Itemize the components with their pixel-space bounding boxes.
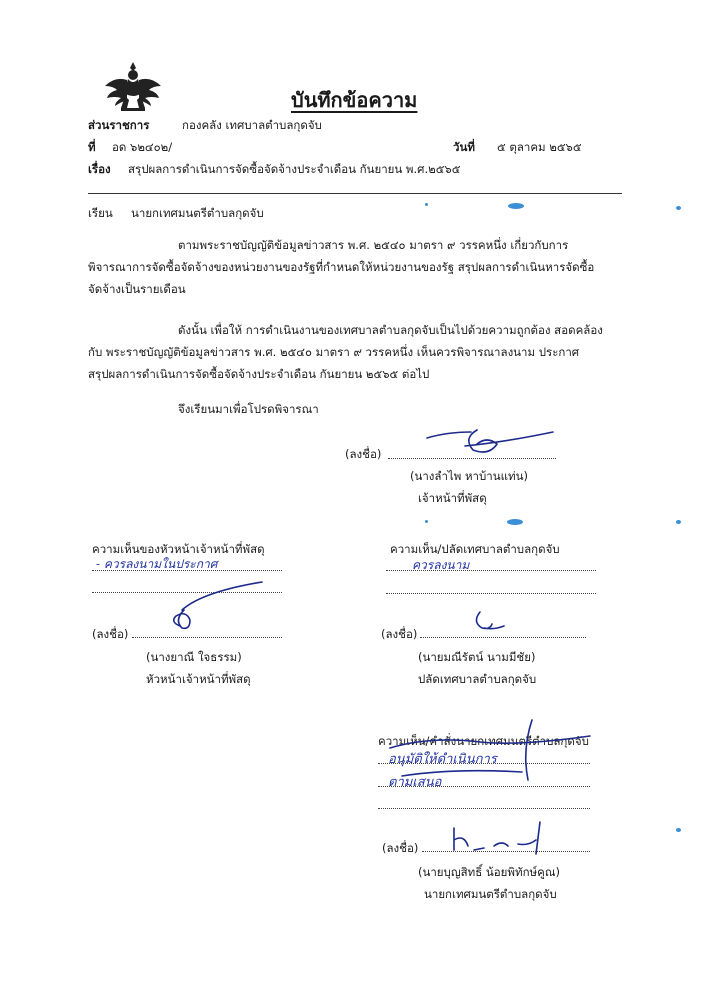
officer-title: เจ้าหน้าที่พัสดุ [418,491,487,505]
subject-value: สรุปผลการดำเนินการจัดซื้อจัดจ้างประจำเดือน กันยายน พ.ศ.๒๕๖๕ [128,162,461,176]
deputy-opinion-line-2 [386,593,596,594]
mayor-opinion-line-3 [378,808,590,809]
reference-value: อด ๖๒๔๐๒/ [112,140,173,154]
mayor-title: นายกเทศมนตรีตำบลกุดจับ [424,887,557,901]
head-name: (นางยาณี ใจธรรม) [146,650,242,664]
officer-sign-prefix: (ลงชื่อ) [345,447,382,461]
ink-spot [676,206,681,210]
head-sign-prefix: (ลงชื่อ) [92,627,129,641]
salutation-label: เรียน [88,206,113,220]
paragraph-2-line-3: สรุปผลการดำเนินการจัดซื้อจัดจ้างประจำเดือน กันยายน ๒๕๖๕ ต่อไป [88,367,430,381]
reference-label: ที่ [88,140,96,154]
subject-label: เรื่อง [88,162,111,176]
date-label: วันที่ [453,140,475,154]
ink-spot [676,520,681,524]
paragraph-2-line-2: กับ พระราชบัญญัติข้อมูลข่าวสาร พ.ศ. ๒๕๔๐ มาตรา ๙ วรรคหนึ่ง เห็นควรพิจารณาลงนาม ประกาศ [88,345,580,359]
deputy-name: (นายมณีรัตน์ นามมีชัย) [418,650,536,664]
header-divider [88,193,622,194]
deputy-signature-line [420,637,586,638]
mayor-handwriting-line-2: ตามเสนอ [388,775,442,790]
ink-spot [425,520,428,523]
head-opinion-handwriting: - ควรลงนามในประกาศ [96,557,218,571]
paragraph-1-line-3: จัดจ้างเป็นรายเดือน [88,282,186,296]
mayor-signature-line [422,851,590,852]
head-signature-mark [150,580,270,640]
agency-value: กองคลัง เทศบาลตำบลกุดจับ [182,118,322,132]
head-signature-line [132,637,282,638]
mayor-handwriting-line-1: อนุมัติให้ดำเนินการ [388,752,497,767]
deputy-signature-mark [470,608,510,634]
deputy-opinion-label: ความเห็น/ปลัดเทศบาลตำบลกุดจับ [390,542,560,556]
mayor-handwriting-scribble [382,718,612,788]
ink-spot [507,519,523,525]
salutation-value: นายกเทศมนตรีตำบลกุดจับ [131,206,264,220]
agency-label: ส่วนราชการ [88,118,150,132]
ink-spot [676,828,681,832]
paragraph-1-line-1: ตามพระราชบัญญัติข้อมูลข่าวสาร พ.ศ. ๒๕๔๐ มาตรา ๙ วรรคหนึ่ง เกี่ยวกับการ [178,238,569,252]
ink-spot [508,203,524,209]
garuda-emblem-icon [103,60,163,114]
officer-signature-mark [425,424,555,460]
paragraph-2-line-1: ดังนั้น เพื่อให้ การดำเนินงานของเทศบาลตำบลกุดจับเป็นไปด้วยความถูกต้อง สอดคล้อง [178,323,603,337]
date-value: ๕ ตุลาคม ๒๕๖๕ [497,140,582,154]
mayor-sign-prefix: (ลงชื่อ) [382,841,419,855]
ink-spot [425,203,428,206]
closing-line: จึงเรียนมาเพื่อโปรดพิจารณา [178,402,319,416]
mayor-opinion-label: ความเห็น/คำสั่งนายกเทศมนตรีตำบลกุดจับ [378,734,589,748]
officer-name: (นางลำไพ หาบ้านแท่น) [410,469,528,483]
mayor-name: (นายบุญสิทธิ์ น้อยพิทักษ์คูณ) [418,865,560,879]
deputy-sign-prefix: (ลงชื่อ) [381,627,418,641]
memo-title: บันทึกข้อความ [291,88,418,112]
deputy-title: ปลัดเทศบาลตำบลกุดจับ [418,672,537,686]
head-title: หัวหน้าเจ้าหน้าที่พัสดุ [146,672,251,686]
paragraph-1-line-2: พิจารณาการจัดซื้อจัดจ้างของหน่วยงานของรัฐที่กำหนดให้หน่วยงานของรัฐ สรุปผลการดำเนินหารจัดซื้อ [88,260,595,274]
head-opinion-label: ความเห็นของหัวหน้าเจ้าหน้าที่พัสดุ [92,542,265,556]
deputy-opinion-handwriting: ควรลงนาม [412,558,470,572]
